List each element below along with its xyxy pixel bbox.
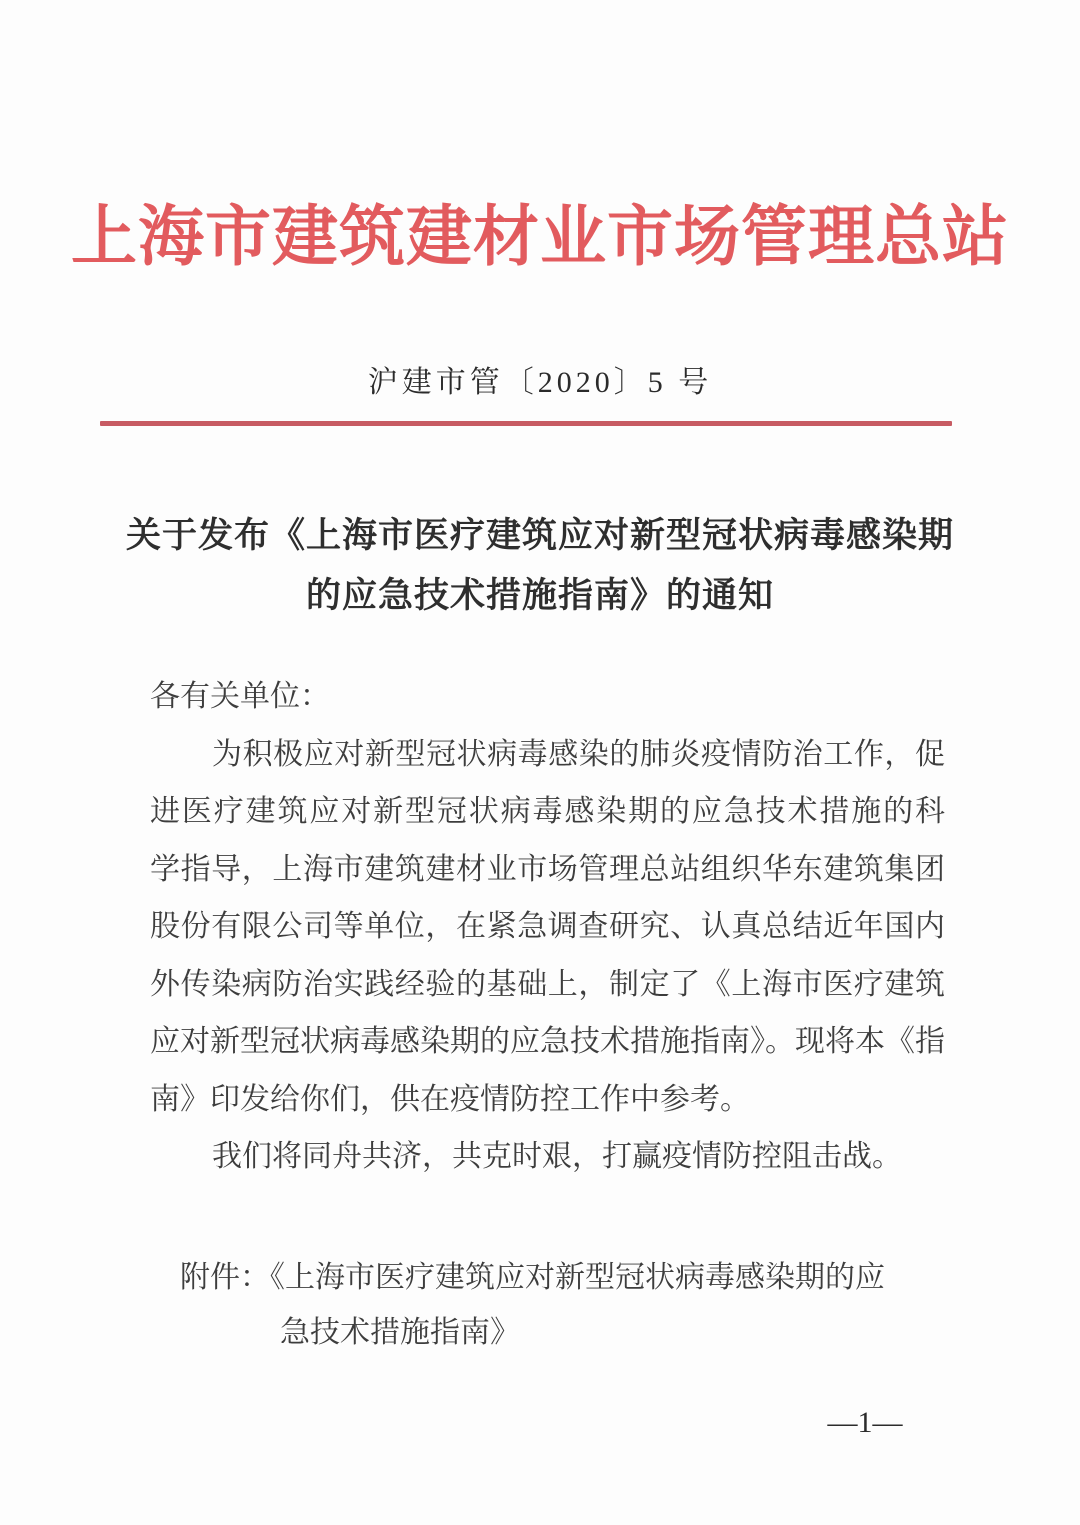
salutation-line: 各有关单位： [150, 680, 330, 713]
document-reference-number: 沪建市管〔2020〕5 号 [367, 366, 713, 399]
page-number: —1— [827, 1406, 903, 1439]
closing-slogan-line: 我们将同舟共济，共克时艰，打赢疫情防控阻击战。 [212, 1140, 902, 1173]
body-line: 股份有限公司等单位，在紧急调查研究、认真总结近年国内 [150, 910, 945, 943]
notice-title-line2: 的应急技术措施指南》的通知 [305, 576, 774, 615]
body-line: 应对新型冠状病毒感染期的应急技术措施指南》。现将本《指 [150, 1025, 945, 1058]
body-line: 学指导，上海市建筑建材业市场管理总站组织华东建筑集团 [150, 852, 945, 886]
attachment-section [180, 1250, 950, 1360]
agency-letterhead: 上海市建筑建材业市场管理总站 [71, 201, 1009, 274]
body-line: 为积极应对新型冠状病毒感染的肺炎疫情防治工作，促 [212, 737, 945, 771]
attachment-line1: 附件：《上海市医疗建筑应对新型冠状病毒感染期的应 [180, 1261, 885, 1294]
body-line: 外传染病防治实践经验的基础上，制定了《上海市医疗建筑 [150, 967, 945, 1001]
notice-title [60, 506, 1020, 626]
attachment-line2: 急技术措施指南》 [280, 1316, 520, 1349]
notice-body [150, 668, 945, 1186]
body-line: 进医疗建筑应对新型冠状病毒感染期的应急技术措施的科 [150, 795, 945, 828]
body-line: 南》印发给你们，供在疫情防控工作中参考。 [150, 1082, 750, 1116]
letterhead-divider-rule [100, 421, 952, 426]
notice-title-line1: 关于发布《上海市医疗建筑应对新型冠状病毒感染期 [125, 516, 954, 555]
